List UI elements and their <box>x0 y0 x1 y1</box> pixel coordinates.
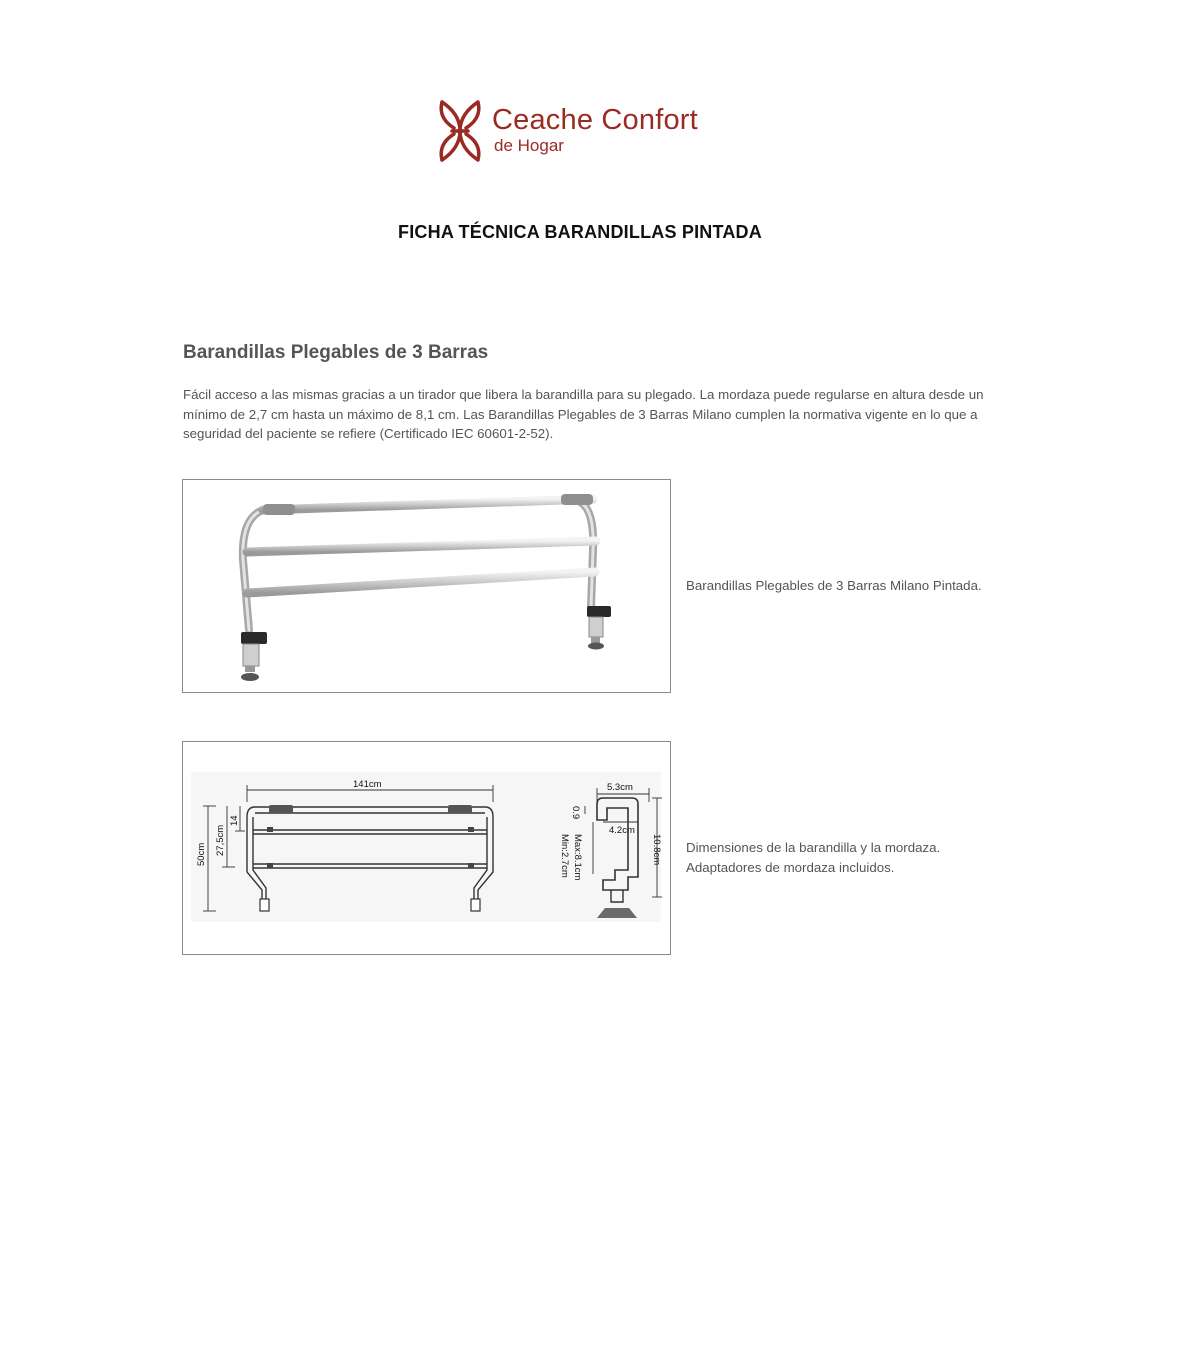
dim-height: 50cm <box>196 842 207 866</box>
dim-length: 141cm <box>353 779 382 790</box>
dim-clamp-max: Max:8.1cm <box>572 834 583 881</box>
section-description: Fácil acceso a las mismas gracias a un tirador que libera la barandilla para su plegado. La mordaza puede regularse en altura desde un mínimo de 2,7 cm hasta un máximo de 8,1 cm. Las Barandillas Plegables de 3 Barras Milano cumplen la normativa vigente en lo que a seguridad del paciente se refiere (Certificado IEC 60601-2-52). <box>183 387 984 441</box>
dim-inner-height: 27,5cm <box>215 824 226 856</box>
figure-caption-product: Barandillas Plegables de 3 Barras Milano Pintada. <box>686 578 982 593</box>
butterfly-logo-icon <box>436 98 484 164</box>
dim-clamp-width: 5.3cm <box>607 782 633 793</box>
dimensions-diagram <box>183 742 670 954</box>
caption-line-1: Dimensiones de la barandilla y la mordaza. <box>686 840 941 855</box>
dim-clamp-top: 0.9 <box>570 806 581 820</box>
product-photo-frame <box>182 479 671 693</box>
dim-clamp-height: 10.8cm <box>651 834 662 866</box>
brand-name: Ceache Confort <box>492 104 698 136</box>
bed-rail-illustration <box>183 480 670 692</box>
document-title: FICHA TÉCNICA BARANDILLAS PINTADA <box>398 222 762 242</box>
brand-subtitle: de Hogar <box>494 136 564 155</box>
section-heading: Barandillas Plegables de 3 Barras <box>183 342 489 363</box>
dimensions-diagram-frame <box>182 741 671 955</box>
figure-caption-dimensions <box>686 838 940 878</box>
dim-clamp-inner: 4.2cm <box>609 825 635 836</box>
dim-top-gap: 14 <box>229 815 240 826</box>
dim-clamp-min: Min:2.7cm <box>559 834 570 878</box>
brand-logo <box>436 98 736 168</box>
caption-line-2: Adaptadores de mordaza incluidos. <box>686 860 895 875</box>
